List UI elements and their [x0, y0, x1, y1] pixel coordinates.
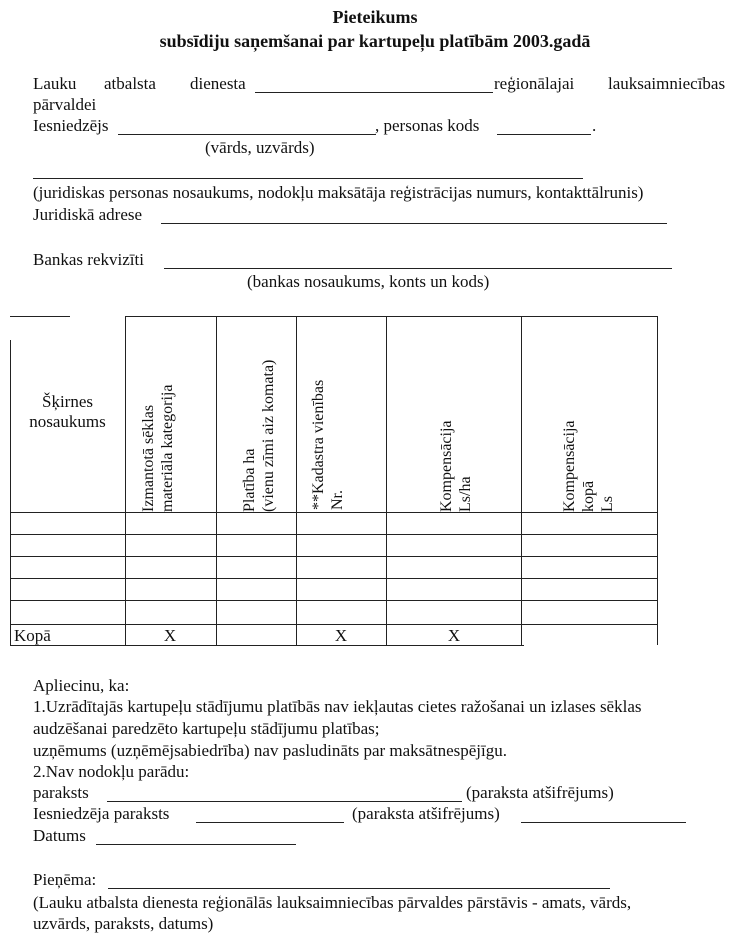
header-area-ha: Platība ha (vienu zīmi aiz komata) [241, 359, 278, 512]
personal-code-label: , personas kods [375, 116, 480, 135]
table-col-border [521, 316, 522, 645]
certify-p1-line2: audzēšanai paredzēto kartupeļu stādījumu platības; [33, 719, 380, 738]
table-row-border [10, 556, 657, 557]
table-top-border [125, 316, 657, 317]
personal-code-field[interactable] [497, 134, 591, 135]
total-compensation-per-ha-x: X [447, 626, 461, 645]
legal-person-caption: (juridiskas personas nosaukums, nodokļu maksātāja reģistrācijas numurs, kontakttālrunis) [33, 183, 644, 202]
addressee-word-5: lauksaimniecības [608, 74, 726, 93]
total-cadastre-x: X [334, 626, 348, 645]
bank-caption: (bankas nosaukums, konts un kods) [247, 272, 490, 291]
table-row-border [10, 600, 657, 601]
table-top-border [10, 316, 70, 317]
addressee-word-2: atbalsta [104, 74, 156, 93]
header-compensation-per-ha: Kompensācija Ls/ha [438, 420, 475, 512]
addressee-line-2: pārvaldei [33, 95, 97, 114]
table-row-border [10, 534, 657, 535]
table-col-border [386, 316, 387, 645]
form-title: Pieteikums [332, 7, 418, 27]
signature-field[interactable] [107, 801, 462, 802]
signature-label: paraksts [33, 783, 89, 802]
total-row-label: Kopā [14, 626, 51, 645]
table-col-border [657, 316, 658, 645]
accepted-caption-line1: (Lauku atbalsta dienesta reģionālās lauksaimniecības pārvaldes pārstāvis - amats, vārds, [33, 893, 632, 912]
table-row-border [10, 578, 657, 579]
applicant-signature-label: Iesniedzēja paraksts [33, 804, 170, 823]
service-name-field[interactable] [255, 92, 493, 93]
table-col-border [216, 316, 217, 645]
bank-label: Bankas rekvizīti [33, 250, 144, 269]
addressee-word-4: reģionālajai [494, 74, 575, 93]
certify-p2: 2.Nav nodokļu parādu: [33, 762, 190, 781]
date-label: Datums [33, 826, 86, 845]
applicant-name-caption: (vārds, uzvārds) [205, 138, 315, 157]
legal-address-label: Juridiskā adrese [33, 205, 143, 224]
applicant-label: Iesniedzējs [33, 116, 109, 135]
accepted-label: Pieņēma: [33, 870, 97, 889]
total-seed-category-x: X [163, 626, 177, 645]
applicant-name-field[interactable] [118, 134, 376, 135]
addressee-word-1: Lauku [33, 74, 77, 93]
accepted-field[interactable] [108, 888, 610, 889]
header-variety-name: Šķirnes nosaukums [29, 392, 106, 432]
table-row-border [10, 624, 657, 625]
signature-decode-label: (paraksta atšifrējums) [466, 783, 614, 802]
accepted-caption-line2: uzvārds, paraksts, datums) [33, 914, 214, 933]
date-field[interactable] [96, 844, 296, 845]
form-subtitle: subsīdiju saņemšanai par kartupeļu platībām 2003.gadā [159, 31, 591, 51]
bank-details-field[interactable] [164, 268, 672, 269]
certify-p1-line3: uzņēmums (uzņēmējsabiedrība) nav pasludināts par maksātnespējīgu. [33, 741, 507, 760]
header-cadastre-number: **Kadastra vienības Nr. [310, 379, 347, 510]
applicant-signature-decode-field[interactable] [521, 822, 686, 823]
header-compensation-total: Kompensācija kopā Ls [561, 420, 617, 512]
addressee-word-3: dienesta [190, 74, 246, 93]
header-seed-category: Izmantotā sēklas materiāla kategorija [140, 384, 177, 512]
legal-person-field[interactable] [33, 178, 583, 179]
certify-p1-line1: 1.Uzrādītajās kartupeļu stādījumu platībās nav iekļautas cietes ražošanai un izlases sēklas [33, 697, 642, 716]
applicant-signature-decode-label: (paraksta atšifrējums) [352, 804, 500, 823]
legal-address-field[interactable] [161, 223, 667, 224]
table-col-border [125, 316, 126, 645]
table-row-border [10, 512, 657, 513]
table-col-border [296, 316, 297, 645]
certify-heading: Apliecinu, ka: [33, 676, 130, 695]
applicant-signature-field[interactable] [196, 822, 344, 823]
applicant-period: . [592, 116, 597, 135]
